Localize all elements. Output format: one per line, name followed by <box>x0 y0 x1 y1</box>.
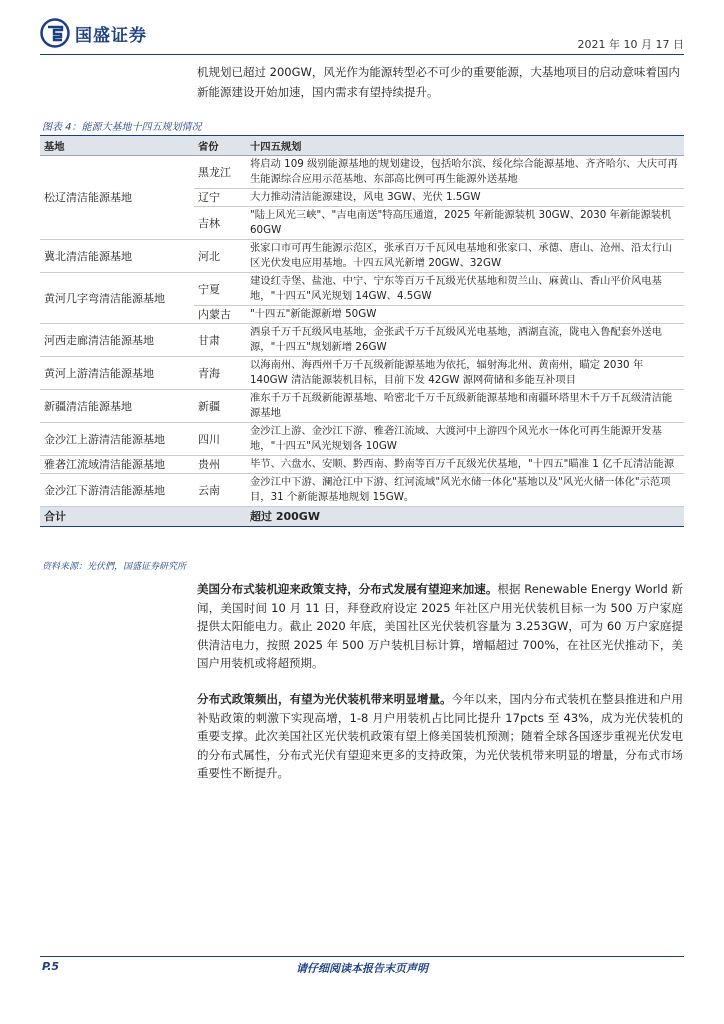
cell-province: 宁夏 <box>194 273 246 306</box>
table-body <box>40 156 684 527</box>
cell-province: 贵州 <box>194 456 246 474</box>
column-header-plan: 十四五规划 <box>246 136 684 156</box>
cell-plan: "陆上风光三峡"、"吉电南送"特高压通道，2025 年新能源装机 30GW、2030 年新能源装机 60GW <box>246 207 684 240</box>
footer-divider <box>40 956 684 957</box>
cell-base: 冀北清洁能源基地 <box>40 240 194 273</box>
page-number: P.5 <box>42 960 60 973</box>
paragraph-body: 今年以来，国内分布式装机在整县推进和户用补贴政策的刺激下实现高增，1-8 月户用装机占比同比提升 17pcts 至 43%，成为光伏装机的重要支撑。此次美国社区光伏装机政策有望上修美国装机预测；随着全球各国逐步重视光伏发电的分布式属性，分布式光伏有望迎来更多的支持政策，为光伏装机带来明显的增量，分布式市场重要性不断提升。 <box>197 692 683 780</box>
intro-paragraph: 机规划已超过 200GW，风光作为能源转型必不可少的重要能源，大基地项目的启动意味着国内新能源建设开始加速，国内需求有望持续提升。 <box>197 65 680 99</box>
cell-plan: 建设红寺堡、盐池、中宁、宁东等百万千瓦级光伏基地和贺兰山、麻黄山、香山平价风电基地，"十四五"风光规划 14GW、4.5GW <box>246 273 684 306</box>
cell-province: 黑龙江 <box>194 156 246 189</box>
page-header <box>40 18 684 52</box>
column-header-base: 基地 <box>40 136 194 156</box>
header-divider <box>40 54 684 55</box>
cell-plan: 张家口市可再生能源示范区，张承百万千瓦风电基地和张家口、承德、唐山、沧州、沿太行山区光伏发电应用基地。十四五风光新增 20GW、32GW <box>246 240 684 273</box>
report-date: 2021 年 10 月 17 日 <box>577 38 684 51</box>
brand-name: 国盛证券 <box>75 25 147 46</box>
column-header-province: 省份 <box>194 136 246 156</box>
table-row <box>40 357 684 390</box>
cell-plan: "十四五"新能源新增 50GW <box>246 306 684 324</box>
figure-source: 资料来源：光伏們，国盛证券研究所 <box>42 562 187 572</box>
total-value: 超过 200GW <box>246 507 684 527</box>
cell-base: 雅砻江流域清洁能源基地 <box>40 456 194 474</box>
brand-logo <box>40 18 147 48</box>
cell-plan: 准东千万千瓦级新能源基地、哈密北千万千瓦级新能源基地和南疆环塔里木千万千瓦级清洁能源基地 <box>246 390 684 423</box>
cell-plan: 金沙江中下游、澜沧江中下游、红河流域"风光水储一体化"基地以及"风光火储一体化"示范项目，31 个新能源基地规划 15GW。 <box>246 474 684 507</box>
table-total-row <box>40 507 684 527</box>
energy-base-table-container <box>40 135 684 527</box>
paragraph-distributed-policy <box>197 690 683 783</box>
total-label: 合计 <box>40 507 246 527</box>
cell-plan: 以海南州、海西州千万千瓦级新能源基地为依托，辐射海北州、黄南州，瞄定 2030 年 140GW 清洁能源装机目标，目前下发 42GW 源网荷储和多能互补项目 <box>246 357 684 390</box>
cell-base: 新疆清洁能源基地 <box>40 390 194 423</box>
cell-plan: 大力推动清洁能源建设，风电 3GW、光伏 1.5GW <box>246 189 684 207</box>
cell-plan: 毕节、六盘水、安顺、黔西南、黔南等百万千瓦级光伏基地，"十四五"瞄准 1 亿千瓦清洁能源 <box>246 456 684 474</box>
cell-base: 金沙江下游清洁能源基地 <box>40 474 194 507</box>
table-row <box>40 456 684 474</box>
cell-plan: 金沙江上游、金沙江下游、雅砻江流域、大渡河中上游四个风光水一体化可再生能源开发基地，"十四五"风光规划各 10GW <box>246 423 684 456</box>
paragraph-lead: 美国分布式装机迎来政策支持，分布式发展有望迎来加速。 <box>197 582 498 596</box>
cell-province: 甘肃 <box>194 324 246 357</box>
figure-title: 图表 4：能源大基地十四五规划情况 <box>42 122 202 133</box>
paragraph-lead: 分布式政策频出，有望为光伏装机带来明显增量。 <box>197 692 452 706</box>
cell-base: 松辽清洁能源基地 <box>40 156 194 240</box>
paragraph-us-distributed <box>197 580 683 673</box>
cell-province: 吉林 <box>194 207 246 240</box>
cell-province: 云南 <box>194 474 246 507</box>
cell-province: 内蒙古 <box>194 306 246 324</box>
table-header-row <box>40 136 684 156</box>
cell-province: 青海 <box>194 357 246 390</box>
table-row <box>40 324 684 357</box>
cell-province: 河北 <box>194 240 246 273</box>
cell-province: 辽宁 <box>194 189 246 207</box>
table-row <box>40 474 684 507</box>
table-row <box>40 390 684 423</box>
table-row <box>40 423 684 456</box>
cell-province: 新疆 <box>194 390 246 423</box>
table-row <box>40 273 684 306</box>
cell-plan: 酒泉千万千瓦级风电基地，金张武千万千瓦级风光电基地，酒湖直流，陇电入鲁配套外送电源，"十四五"规划新增 26GW <box>246 324 684 357</box>
table-row <box>40 240 684 273</box>
cell-plan: 将启动 109 级别能源基地的规划建设，包括哈尔滨、绥化综合能源基地、齐齐哈尔、大庆可再生能源综合应用示范基地、东部高比例可再生能源外送基地 <box>246 156 684 189</box>
cell-base: 黄河上游清洁能源基地 <box>40 357 194 390</box>
cell-base: 黄河几字弯清洁能源基地 <box>40 273 194 324</box>
cell-base: 河西走廊清洁能源基地 <box>40 324 194 357</box>
cell-province: 四川 <box>194 423 246 456</box>
table-row <box>40 156 684 189</box>
footer-disclaimer: 请仔细阅读本报告末页声明 <box>296 962 428 975</box>
energy-base-table <box>40 135 684 527</box>
logo-icon <box>40 18 70 48</box>
cell-base: 金沙江上游清洁能源基地 <box>40 423 194 456</box>
paragraph-body: 根据 Renewable Energy World 新闻，美国时间 10 月 11 日，拜登政府设定 2025 年社区户用光伏装机目标一为 500 万户家庭提供太阳能电力。截止 2020 年底，美国社区光伏装机容量为 3.253GW，可为 60 万户家庭提供清洁电力，按照 2025 年 500 万户装机目标计算，增幅超过 700%，在社区光伏推动下，美国户用装机或将超预期。 <box>197 582 684 670</box>
